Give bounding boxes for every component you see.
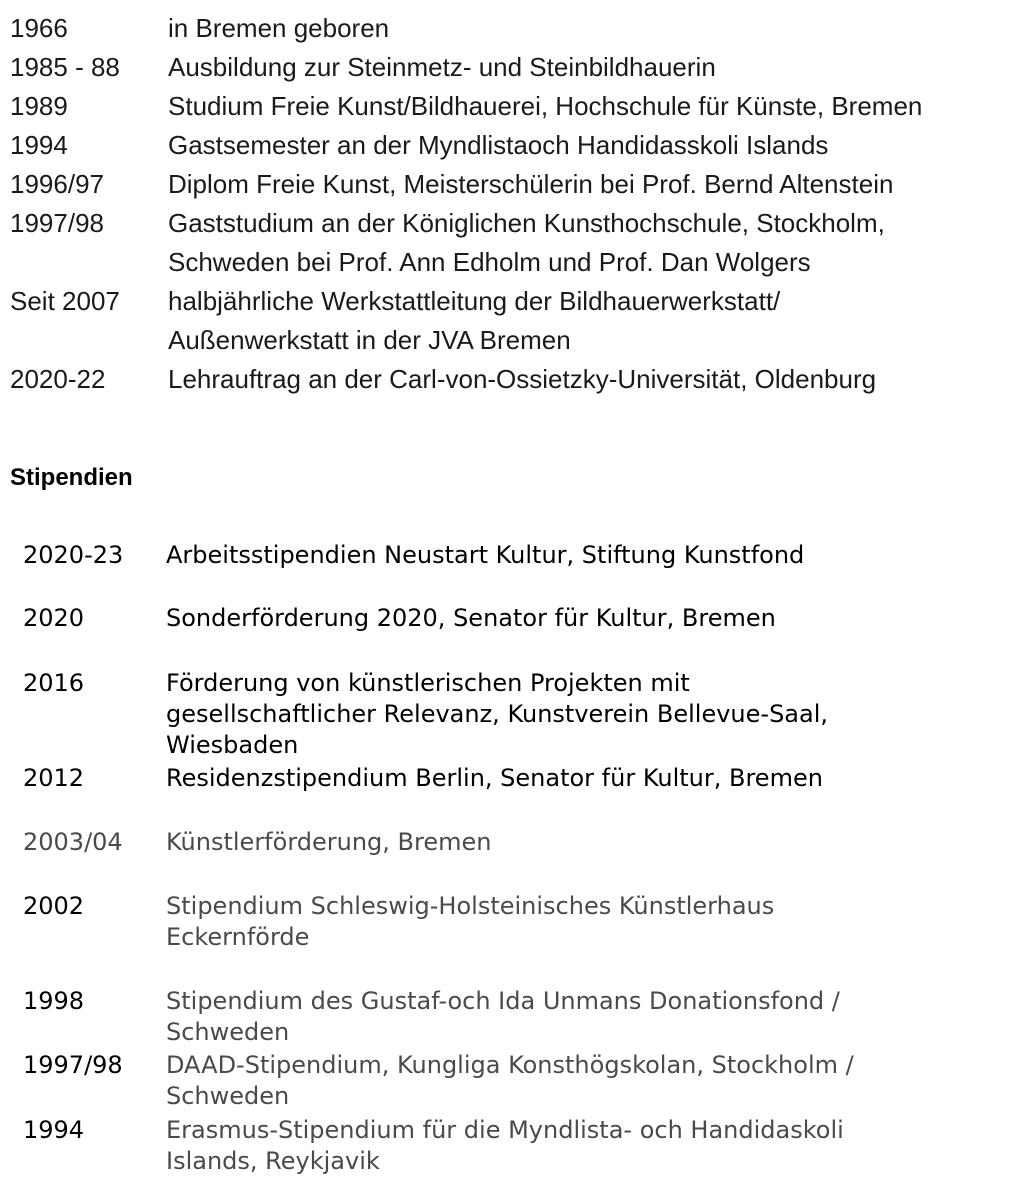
stipend-year: 2002 [23,892,85,920]
stipend-year: 1998 [23,987,85,1015]
bio-year: 2020-22 [10,364,106,394]
stipend-text [166,603,996,634]
stipend-year: 2012 [23,764,85,792]
bio-text: Studium Freie Kunst/Bildhauerei, Hochschule für Künste, Bremen [168,91,923,121]
stipend-line: DAAD-Stipendium, Kungliga Konsthögskolan, Stockholm / [166,1051,854,1079]
bio-text: Außenwerkstatt in der JVA Bremen [168,325,571,355]
bio-text: Lehrauftrag an der Carl-von-Ossietzky-Universität, Oldenburg [168,364,877,394]
bio-text: halbjährliche Werkstattleitung der Bildhauerwerkstatt/ [168,286,781,316]
bio-text: Schweden bei Prof. Ann Edholm und Prof. Dan Wolgers [168,247,811,277]
stipend-year: 2016 [23,669,85,697]
stipend-line: Schweden [166,1018,290,1046]
stipend-year: 2020 [23,604,85,632]
stipend-text [166,891,996,953]
bio-year: 1985 - 88 [10,52,120,82]
stipend-line: Wiesbaden [166,731,299,759]
stipend-year: 2003/04 [23,828,123,856]
bio-year: 1989 [10,91,68,121]
section-heading-stipendien: Stipendien [10,464,133,491]
stipend-line: Eckernförde [166,923,310,951]
stipend-line: Künstlerförderung, Bremen [166,828,492,856]
stipend-line: Arbeitsstipendien Neustart Kultur, Stiftung Kunstfond [166,541,805,569]
stipend-line: Schweden [166,1082,290,1110]
stipend-line: Islands, Reykjavik [166,1147,380,1175]
stipend-line: Stipendium Schleswig-Holsteinisches Künstlerhaus [166,892,775,920]
stipend-line: Residenzstipendium Berlin, Senator für Kultur, Bremen [166,764,823,792]
bio-year: Seit 2007 [10,286,120,316]
stipend-text [166,986,996,1048]
stipend-year: 1994 [23,1116,85,1144]
stipend-text [166,668,996,761]
stipend-line: Sonderförderung 2020, Senator für Kultur, Bremen [166,604,776,632]
stipend-text [166,540,996,571]
bio-text: in Bremen geboren [168,13,390,43]
stipend-line: Stipendium des Gustaf-och Ida Unmans Donationsfond / [166,987,840,1015]
bio-year: 1996/97 [10,169,104,199]
stipend-year: 1997/98 [23,1051,123,1079]
bio-year: 1997/98 [10,208,104,238]
stipend-line: gesellschaftlicher Relevanz, Kunstverein Bellevue-Saal, [166,700,829,728]
bio-text: Gastsemester an der Myndlistaoch Handidasskoli Islands [168,130,829,160]
stipend-text [166,1050,996,1112]
bio-text: Ausbildung zur Steinmetz- und Steinbildhauerin [168,52,716,82]
bio-year: 1994 [10,130,68,160]
bio-text: Gaststudium an der Königlichen Kunsthochschule, Stockholm, [168,208,885,238]
bio-year: 1966 [10,13,68,43]
stipend-year: 2020-23 [23,541,124,569]
stipend-line: Erasmus-Stipendium für die Myndlista- och Handidaskoli [166,1116,844,1144]
stipend-line: Förderung von künstlerischen Projekten mit [166,669,690,697]
stipend-text [166,827,996,858]
bio-text: Diplom Freie Kunst, Meisterschülerin bei Prof. Bernd Altenstein [168,169,894,199]
stipend-text [166,763,996,794]
stipend-text [166,1115,996,1177]
